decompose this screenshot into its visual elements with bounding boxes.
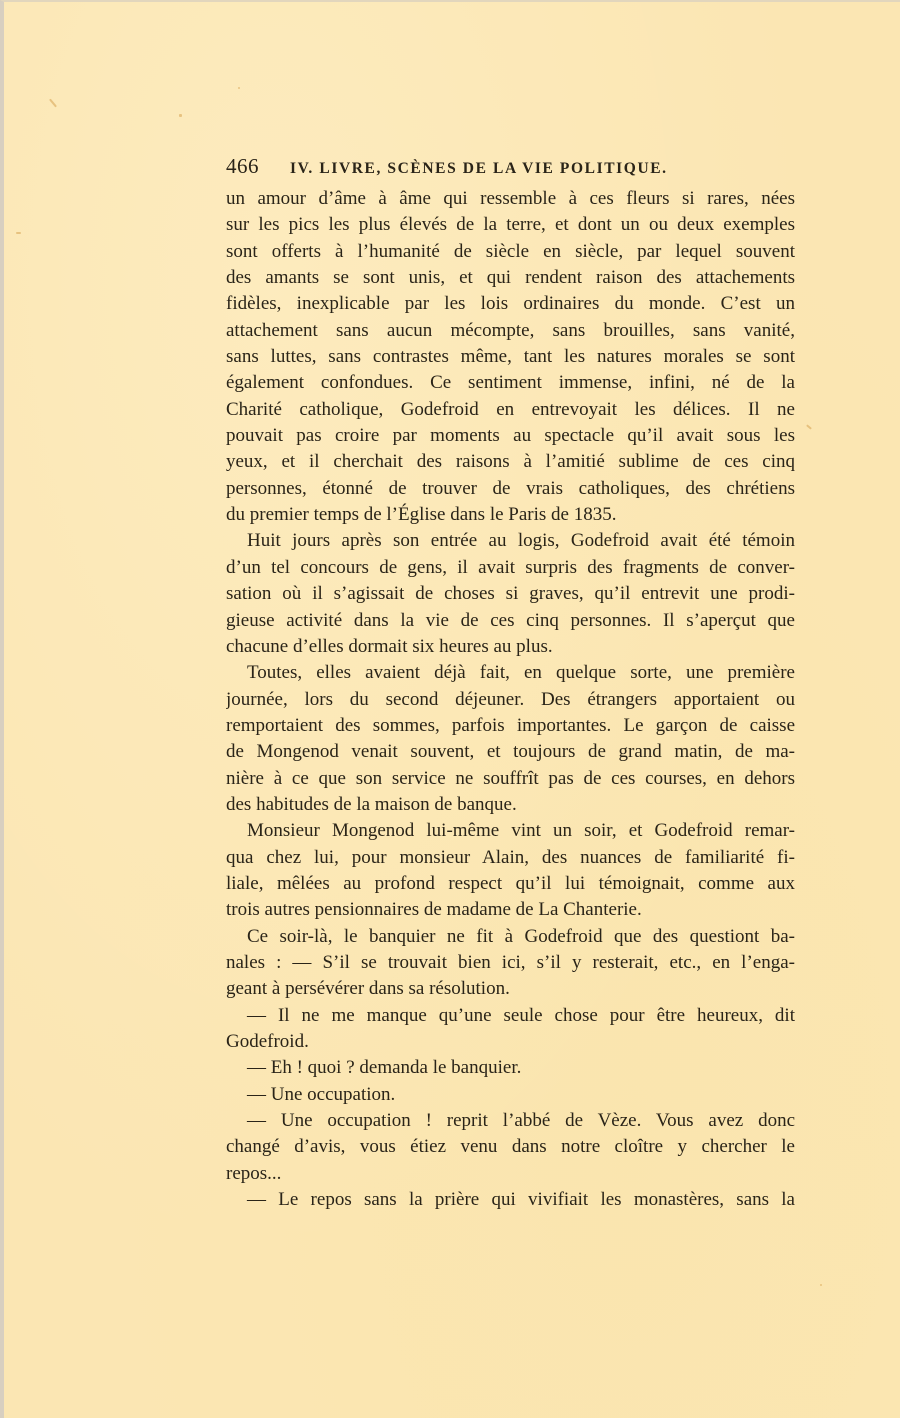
text-line: un amour d’âme à âme qui ressemble à ces fleurs si rares, nées: [226, 188, 795, 209]
text-line: gieuse activité dans la vie de ces cinq personnes. Il s’aperçut que: [226, 609, 795, 631]
text-line: chacune d’elles dormait six heures au plus.: [226, 635, 553, 657]
text-line: repos...: [226, 1162, 282, 1184]
page-number: 466: [226, 154, 259, 178]
text-line: fidèles, inexplicable par les lois ordinaires du monde. C’est un: [226, 293, 795, 315]
text-line: sation où il s’agissait de choses si graves, qu’il entrevit une prodi-: [226, 583, 795, 605]
text-line: des habitudes de la maison de banque.: [226, 793, 517, 815]
text-line: du premier temps de l’Église dans le Paris de 1835.: [226, 504, 617, 526]
paragraph: [226, 660, 795, 818]
text-line: — Eh ! quoi ? demanda le banquier.: [247, 1057, 522, 1079]
text-line: sont offerts à l’humanité de siècle en siècle, par lequel souvent: [226, 240, 795, 262]
text-line: journée, lors du second déjeuner. Des étrangers apportaient ou: [226, 688, 795, 710]
text-line: sans luttes, sans contrastes même, tant les natures morales se sont: [226, 346, 795, 368]
text-line: geant à persévérer dans sa résolution.: [226, 978, 510, 1000]
paper-speck: [16, 232, 21, 234]
paragraph: [226, 924, 795, 1003]
paper-speck: [179, 114, 182, 117]
text-line: également confondues. Ce sentiment immense, infini, né de la: [226, 372, 795, 394]
text-line: Monsieur Mongenod lui-même vint un soir, et Godefroid remar-: [247, 820, 795, 842]
text-line: liale, mêlées au profond respect qu’il lui témoignait, comme aux: [226, 872, 795, 894]
paragraph: [226, 1108, 795, 1187]
text-line: sur les pics les plus élevés de la terre, et dont un ou deux exemples: [226, 214, 795, 236]
text-line: — Il ne me manque qu’une seule chose pour être heureux, dit: [247, 1004, 795, 1026]
paragraph: [226, 1187, 795, 1213]
text-line: qua chez lui, pour monsieur Alain, des nuances de familiarité fi-: [226, 846, 795, 868]
paragraph: [226, 1055, 795, 1081]
running-head: [226, 154, 796, 180]
text-line: attachement sans aucun mécompte, sans brouilles, sans vanité,: [226, 319, 795, 341]
paragraph: [226, 1003, 795, 1056]
text-line: changé d’avis, vous étiez venu dans notre cloître y chercher le: [226, 1136, 795, 1158]
text-line: Huit jours après son entrée au logis, Godefroid avait été témoin: [247, 530, 795, 552]
text-line: pouvait pas croire par moments au spectacle qu’il avait sous les: [226, 425, 795, 447]
paragraph: [226, 528, 795, 660]
text-line: nière à ce que son service ne souffrît pas de ces courses, en dehors: [226, 767, 795, 789]
text-line: remportaient des sommes, parfois importantes. Le garçon de caisse: [226, 714, 795, 736]
text-line: des amants se sont unis, et qui rendent raison des attachements: [226, 267, 795, 289]
text-line: Charité catholique, Godefroid en entrevoyait les délices. Il ne: [226, 398, 795, 420]
text-line: de Mongenod venait souvent, et toujours de grand matin, de ma-: [226, 741, 795, 763]
paper-speck: [820, 1284, 822, 1286]
body-text: [226, 186, 795, 1213]
paragraph: [226, 1082, 795, 1108]
text-line: Toutes, elles avaient déjà fait, en quelque sorte, une première: [247, 662, 795, 684]
section-title: IV. LIVRE, SCÈNES DE LA VIE POLITIQUE.: [290, 160, 668, 177]
paper-speck: [49, 99, 57, 108]
text-line: trois autres pensionnaires de madame de La Chanterie.: [226, 899, 642, 921]
text-line: — Le repos sans la prière qui vivifiait les monastères, sans la: [247, 1189, 795, 1211]
text-line: yeux, et il cherchait des raisons à l’amitié sublime de ces cinq: [226, 451, 795, 473]
text-line: nales : — S’il se trouvait bien ici, s’il y resterait, etc., en l’enga-: [226, 951, 795, 973]
text-line: d’un tel concours de gens, il avait surpris des fragments de conver-: [226, 556, 795, 578]
paragraph: [226, 818, 795, 923]
text-line: — Une occupation ! reprit l’abbé de Vèze. Vous avez donc: [247, 1110, 795, 1132]
paper-speck: [806, 424, 812, 429]
paragraph: [226, 186, 795, 528]
text-line: Ce soir-là, le banquier ne fit à Godefroid que des questiont ba-: [247, 925, 795, 947]
text-line: — Une occupation.: [247, 1083, 396, 1105]
paper-speck: [238, 87, 240, 89]
text-line: personnes, étonné de trouver de vrais catholiques, des chrétiens: [226, 477, 795, 499]
text-line: Godefroid.: [226, 1031, 309, 1052]
